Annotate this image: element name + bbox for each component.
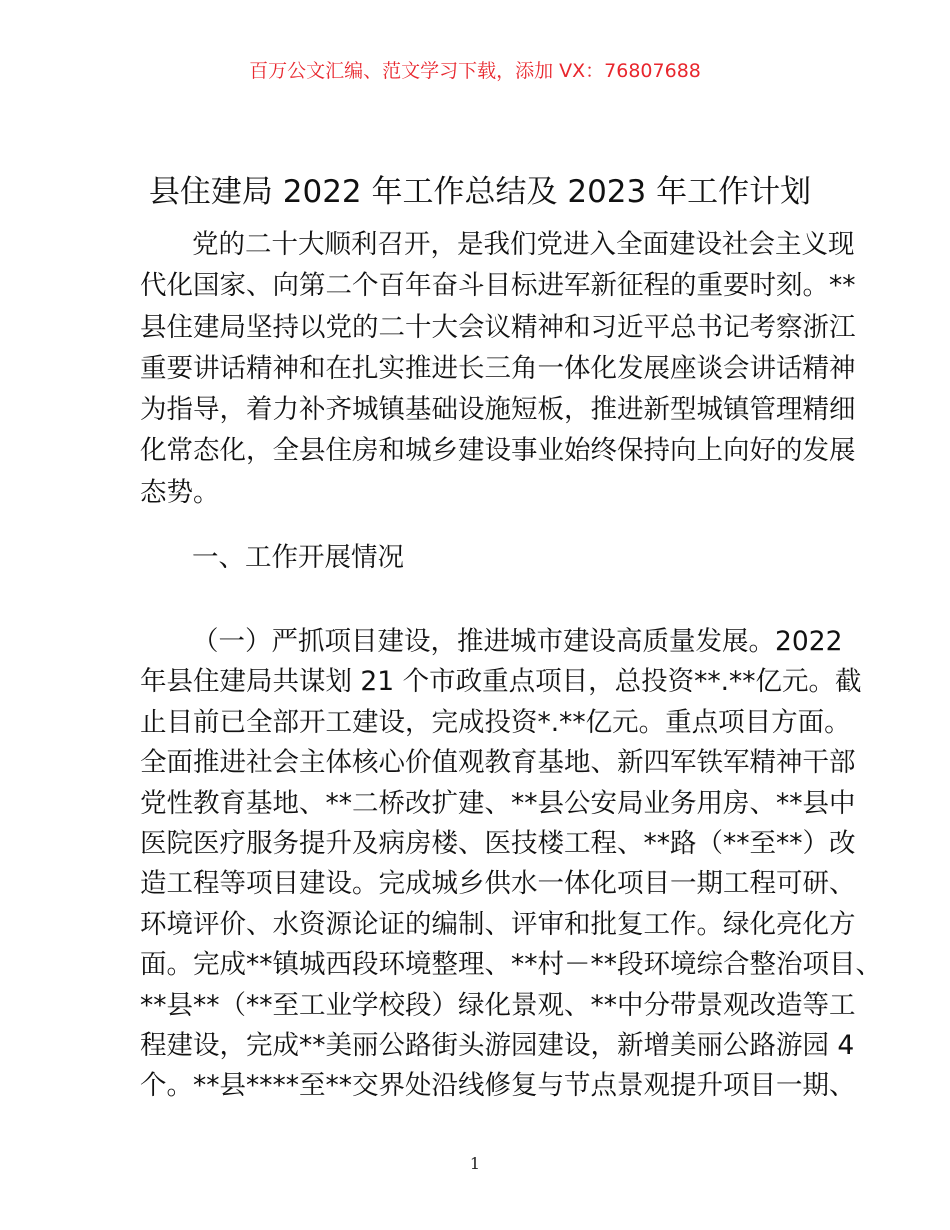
page-number: 1 (469, 1154, 481, 1173)
text-line: （一）严抓项目建设，推进城市建设高质量发展。2022 (192, 626, 843, 657)
text-line: 县住建局坚持以党的二十大会议精神和习近平总书记考察浙江 (140, 311, 856, 343)
paragraph-project-construction (140, 622, 882, 1107)
text-line: 环境评价、水资源论证的编制、评审和批复工作。绿化亮化方 (140, 908, 856, 940)
text-line: 党的二十大顺利召开，是我们党进入全面建设社会主义现 (192, 229, 855, 260)
text-line: 党性教育基地、**二桥改扩建、**县公安局业务用房、**县中 (140, 787, 856, 819)
text-line: 造工程等项目建设。完成城乡供水一体化项目一期工程可研、 (140, 868, 856, 900)
paragraph-intro (140, 224, 856, 513)
text-line: 态势。 (140, 476, 220, 508)
text-line: 程建设，完成**美丽公路街头游园建设，新增美丽公路游园 4 (140, 1029, 855, 1061)
document-title: 县住建局 2022 年工作总结及 2023 年工作计划 (148, 174, 812, 210)
text-line: **县**（**至工业学校段）绿化景观、**中分带景观改造等工 (140, 989, 856, 1021)
text-line: 代化国家、向第二个百年奋斗目标进军新征程的重要时刻。** (140, 270, 856, 302)
text-line: 全面推进社会主体核心价值观教育基地、新四军铁军精神干部 (140, 747, 856, 779)
text-line: 医院医疗服务提升及病房楼、医技楼工程、**路（**至**）改 (140, 827, 856, 859)
text-line: 为指导，着力补齐城镇基础设施短板，推进新型城镇管理精细 (140, 394, 856, 426)
text-line: 重要讲话精神和在扎实推进长三角一体化发展座谈会讲话精神 (140, 352, 856, 384)
text-line: 个。**县****至**交界处沿线修复与节点景观提升项目一期、 (140, 1070, 856, 1102)
section-heading: 一、工作开展情况 (192, 542, 404, 573)
text-line: 化常态化，全县住房和城乡建设事业始终保持向上向好的发展 (140, 435, 856, 467)
download-notice-header: 百万公文汇编、范文学习下载，添加 VX：76807688 (249, 60, 701, 82)
text-line: 面。完成**镇城西段环境整理、**村－**段环境综合整治项目、 (140, 949, 882, 981)
text-line: 年县住建局共谋划 21 个市政重点项目，总投资**.**亿元。截 (140, 666, 862, 698)
text-line: 止目前已全部开工建设，完成投资*.**亿元。重点项目方面。 (140, 706, 851, 738)
